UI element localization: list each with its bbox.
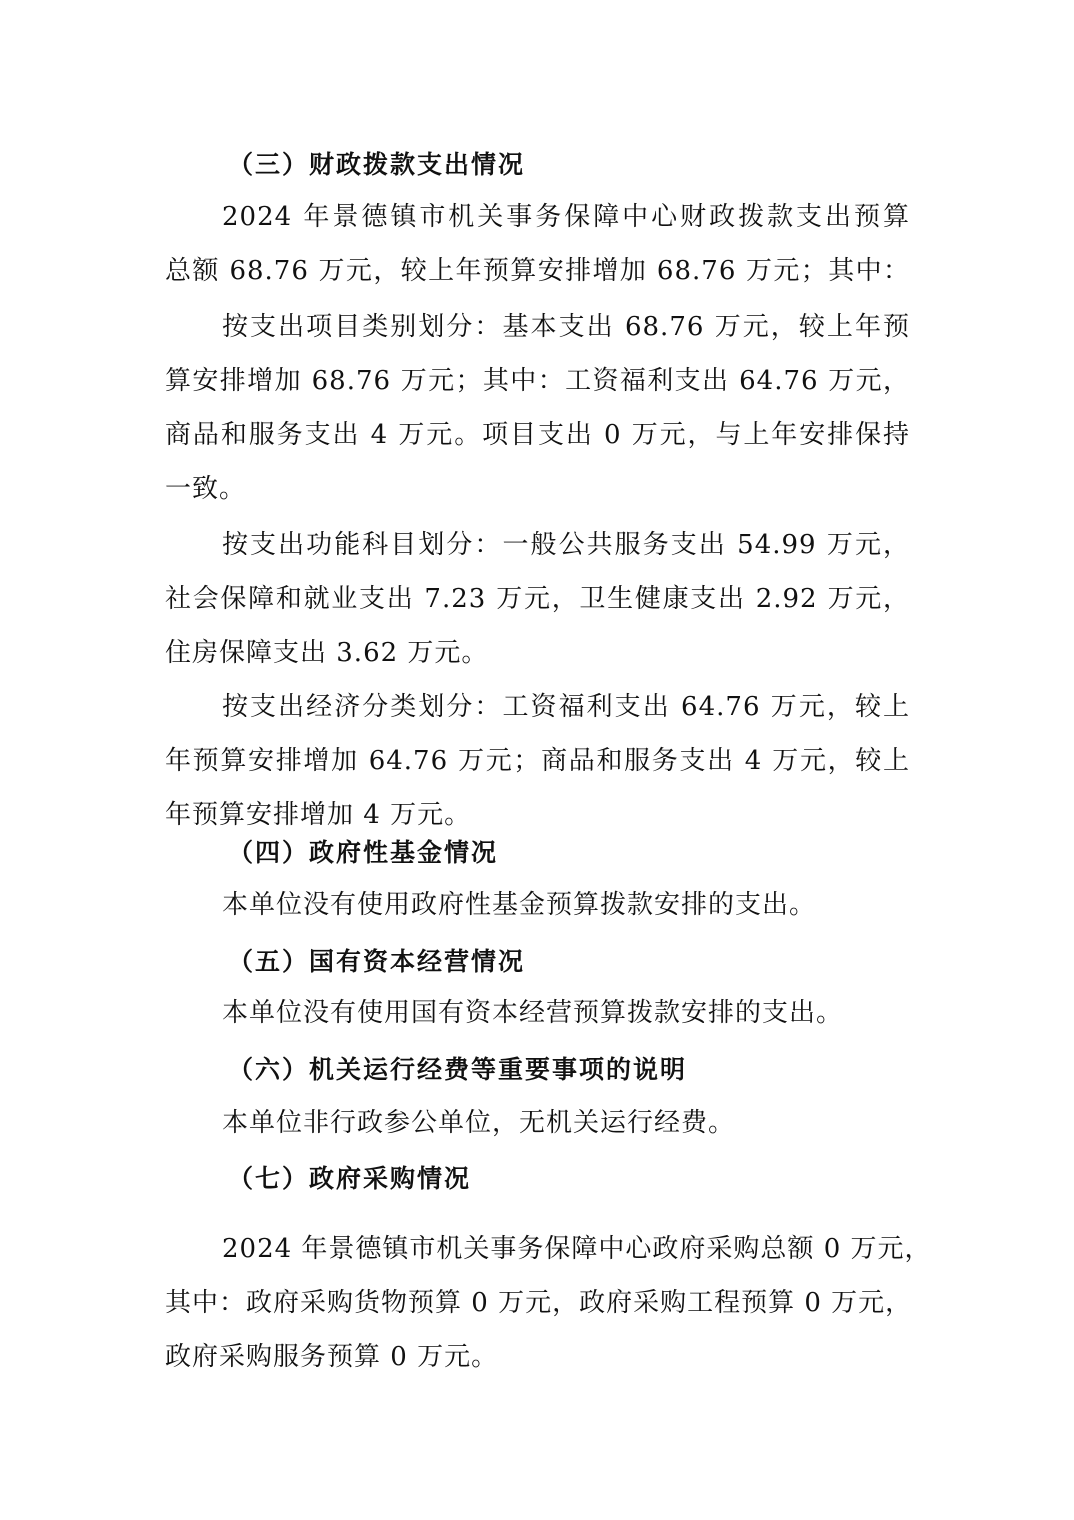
paragraph-line: 社会保障和就业支出 7.23 万元，卫生健康支出 2.92 万元， <box>165 584 910 614</box>
paragraph-line: 按支出项目类别划分：基本支出 68.76 万元，较上年预 <box>222 312 910 342</box>
paragraph-line: 其中：政府采购货物预算 0 万元，政府采购工程预算 0 万元， <box>165 1288 913 1318</box>
paragraph-line: 本单位没有使用政府性基金预算拨款安排的支出。 <box>222 890 817 920</box>
paragraph-line: 年预算安排增加 4 万元。 <box>165 800 472 830</box>
paragraph-line: 一致。 <box>165 474 247 504</box>
paragraph-line: 算安排增加 68.76 万元；其中：工资福利支出 64.76 万元， <box>165 366 910 396</box>
paragraph-line: 年预算安排增加 64.76 万元；商品和服务支出 4 万元，较上 <box>165 746 910 776</box>
section-heading-5: （五）国有资本经营情况 <box>228 947 526 976</box>
paragraph-line: 总额 68.76 万元，较上年预算安排增加 68.76 万元；其中： <box>165 256 910 286</box>
paragraph-line: 按支出功能科目划分：一般公共服务支出 54.99 万元， <box>222 530 910 560</box>
paragraph-line: 本单位非行政参公单位，无机关运行经费。 <box>222 1108 736 1138</box>
section-heading-3: （三）财政拨款支出情况 <box>228 150 526 179</box>
paragraph-line: 2024 年景德镇市机关事务保障中心政府采购总额 0 万元， <box>222 1234 932 1264</box>
section-heading-4: （四）政府性基金情况 <box>228 838 499 867</box>
paragraph-line: 2024 年景德镇市机关事务保障中心财政拨款支出预算 <box>222 202 910 232</box>
paragraph-line: 商品和服务支出 4 万元。项目支出 0 万元，与上年安排保持 <box>165 420 910 450</box>
paragraph-line: 按支出经济分类划分：工资福利支出 64.76 万元，较上 <box>222 692 910 722</box>
paragraph-line: 住房保障支出 3.62 万元。 <box>165 638 489 668</box>
section-heading-6: （六）机关运行经费等重要事项的说明 <box>228 1055 688 1084</box>
paragraph-line: 本单位没有使用国有资本经营预算拨款安排的支出。 <box>222 998 844 1028</box>
section-heading-7: （七）政府采购情况 <box>228 1164 472 1193</box>
paragraph-line: 政府采购服务预算 0 万元。 <box>165 1342 499 1372</box>
